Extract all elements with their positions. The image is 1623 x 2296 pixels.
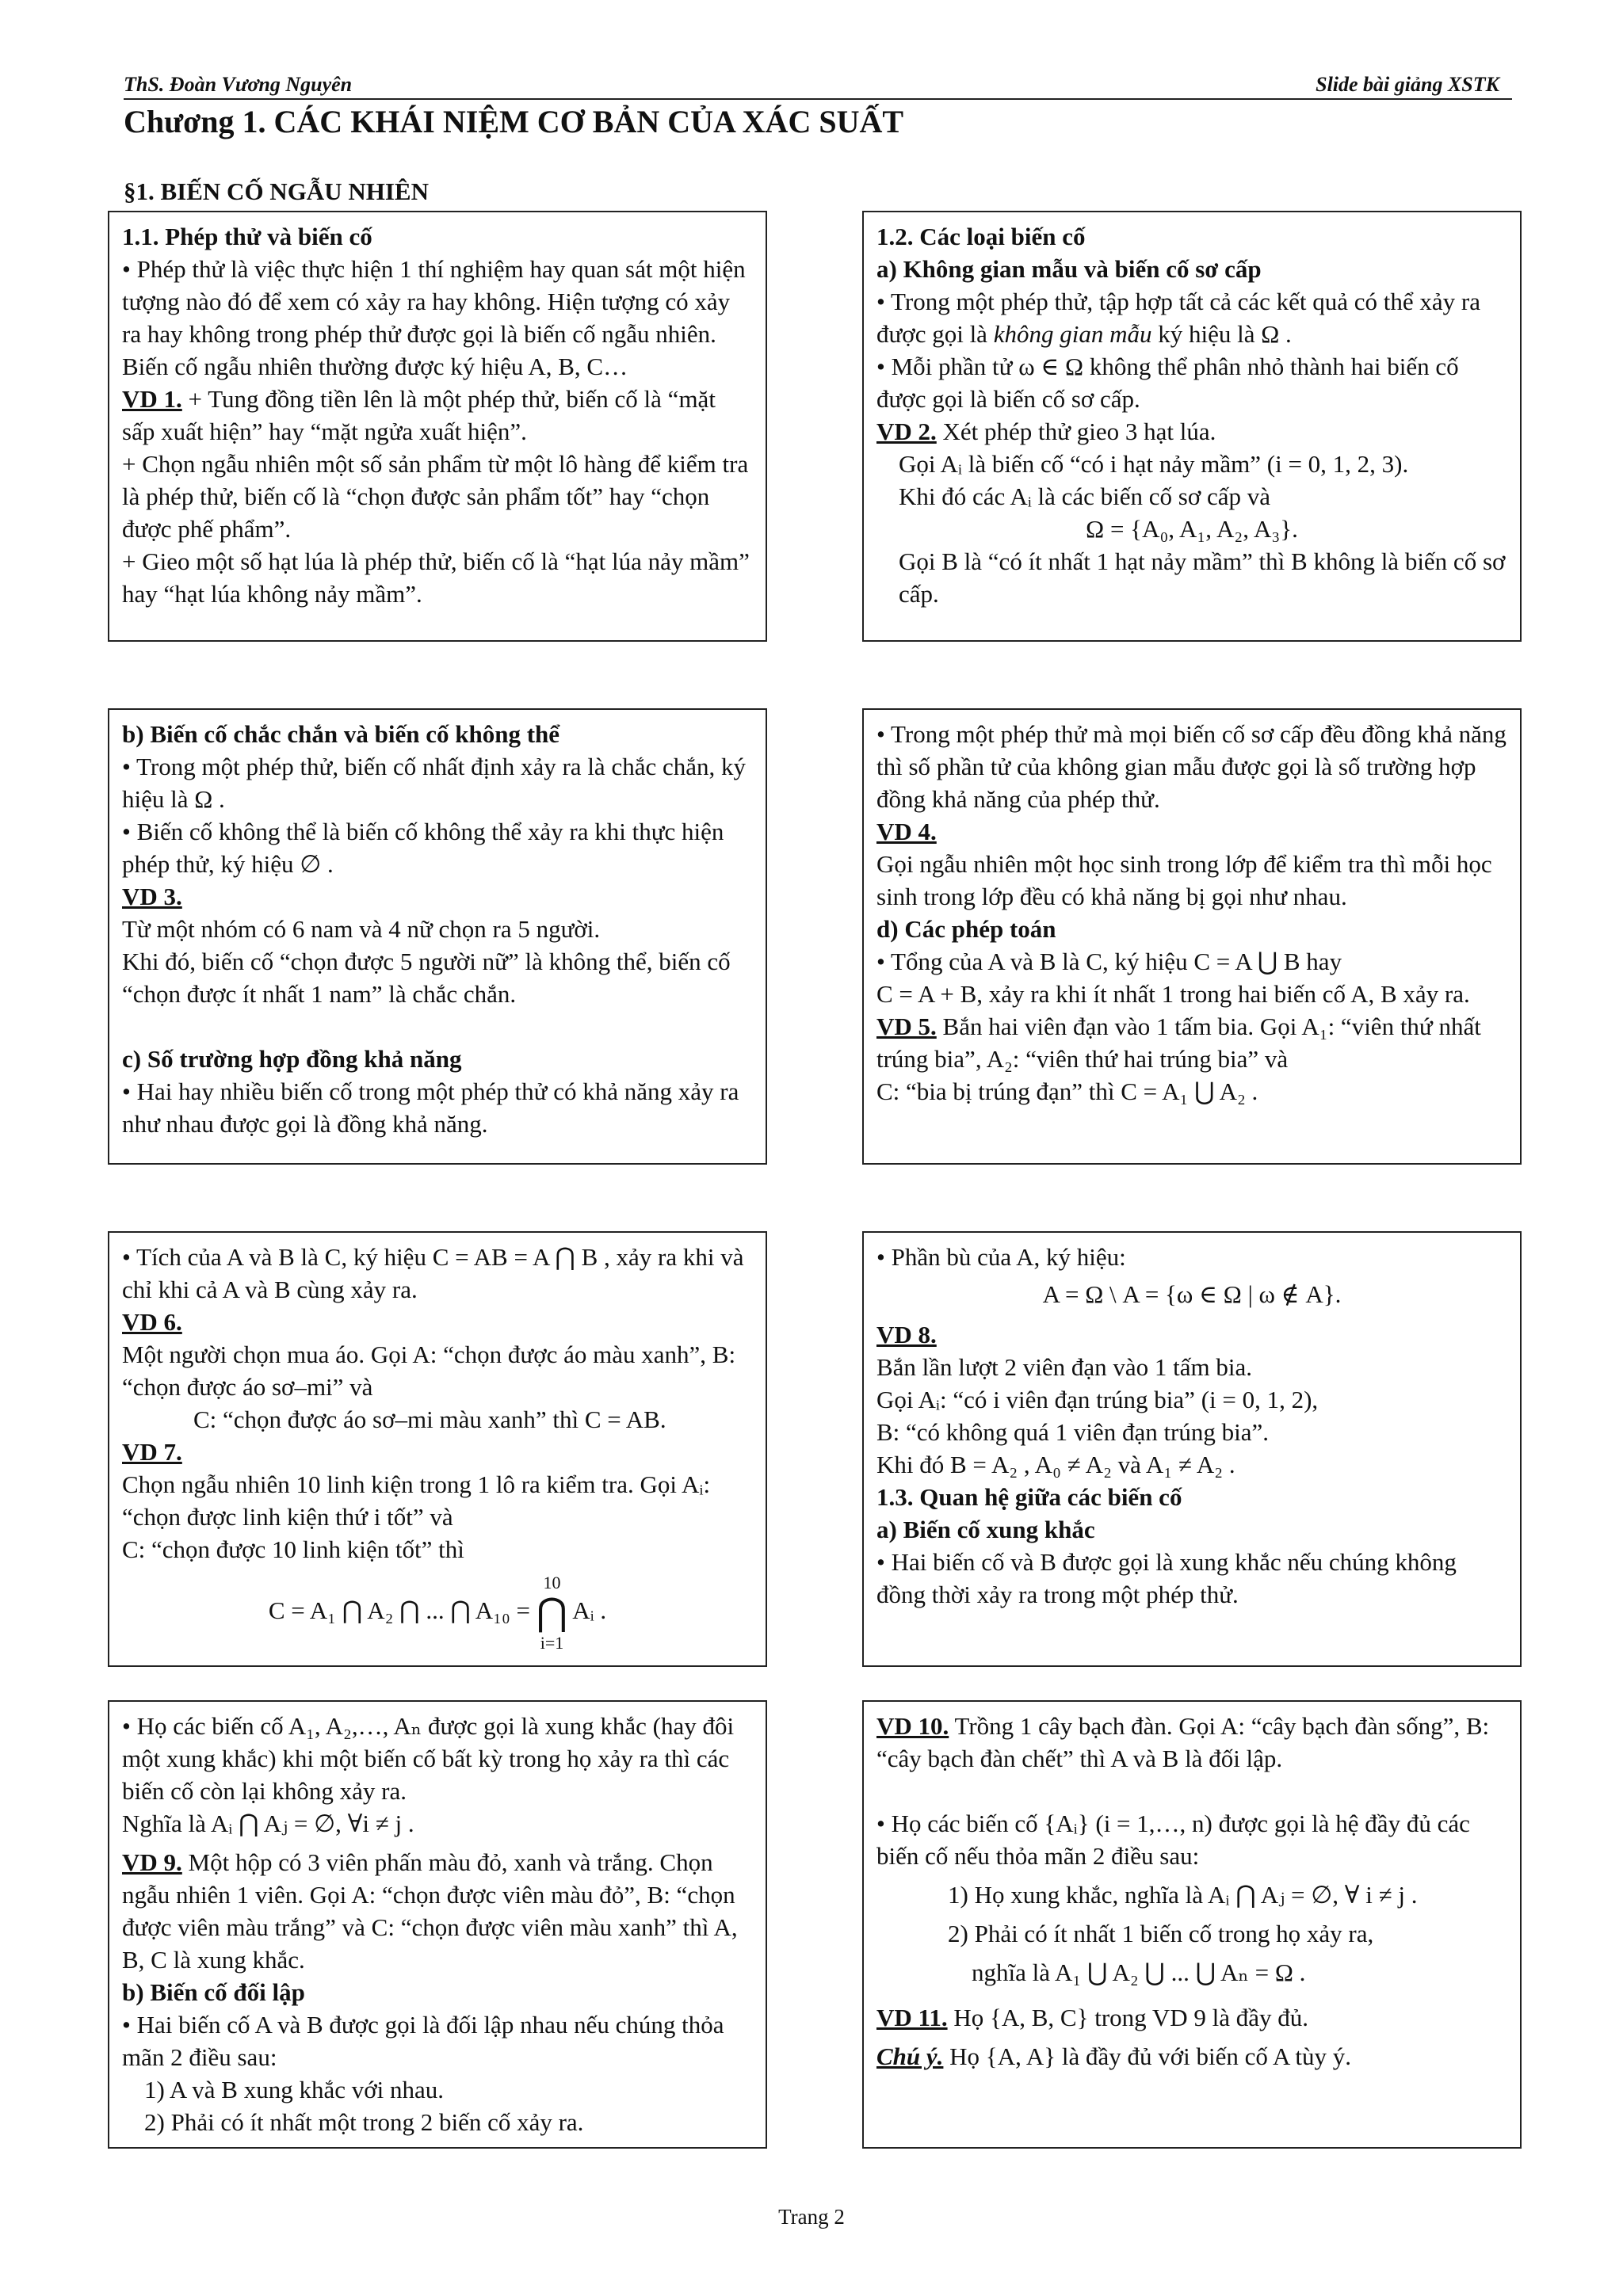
box-heading: 1.2. Các loại biến cố (876, 223, 1086, 250)
box-phep-thu (108, 211, 767, 642)
example-9 (122, 1846, 753, 1976)
paragraph: Khi đó các Aᵢ là các biến cố sơ cấp và (899, 482, 1271, 510)
chapter-title: Chương 1. CÁC KHÁI NIỆM CƠ BẢN CỦA XÁC SUẤT (124, 104, 904, 139)
paragraph: • Phép thử là việc thực hiện 1 thí nghiệm hay quan sát một hiện tượng nào đó để xem có xảy ra hay không. Hiện tượng có xảy ra hay không trong phép thử được gọi là biến cố ngẫu nhiên. (122, 255, 746, 348)
paragraph: Bắn lần lượt 2 viên đạn vào 1 tấm bia. (876, 1353, 1252, 1381)
paragraph: Gọi B là “có ít nhất 1 hạt nảy mầm” thì B không là biến cố sơ cấp. (899, 547, 1506, 608)
intersection-symbol: ⋂ (536, 1592, 568, 1634)
paragraph: B: “có không quá 1 viên đạn trúng bia”. (876, 1418, 1270, 1446)
box-xung-khac (108, 1700, 767, 2149)
paragraph: Khi đó B = A₂ , A₀ ≠ A₂ và A₁ ≠ A₂ . (876, 1451, 1235, 1478)
box-subheading: a) Không gian mẫu và biến cố sơ cấp (876, 255, 1262, 283)
example-text: Họ {A, B, C} trong VD 9 là đầy đủ. (947, 2004, 1308, 2031)
paragraph: Gọi ngẫu nhiên một học sinh trong lớp để kiểm tra thì mỗi học sinh trong lớp đều có khả năng bị gọi như nhau. (876, 850, 1492, 910)
example-text: + Tung đồng tiền lên là một phép thử, biến cố là “mặt sấp xuất hiện” hay “mặt ngửa xuất hiện”. (122, 385, 716, 445)
paragraph: C: “bia bị trúng đạn” thì C = A₁ ⋃ A₂ . (876, 1077, 1258, 1105)
paragraph: • Mỗi phần tử ω ∈ Ω không thể phân nhỏ thành hai biến cố được gọi là biến cố sơ cấp. (876, 353, 1459, 413)
paragraph: C: “chọn được 10 linh kiện tốt” thì (122, 1535, 464, 1563)
note (876, 2040, 1507, 2073)
paragraph: • Họ các biến cố {Aᵢ} (i = 1,…, n) được gọi là hệ đầy đủ các biến cố nếu thỏa mãn 2 điều sau: (876, 1810, 1470, 1870)
formula (122, 1572, 753, 1654)
paragraph: Khi đó, biến cố “chọn được 5 người nữ” là không thể, biến cố “chọn được ít nhất 1 nam” là chắc chắn. (122, 948, 731, 1008)
header-rule (124, 98, 1512, 100)
list-item: 2) Phải có ít nhất 1 biến cố trong họ xảy ra, (948, 1920, 1374, 1947)
paragraph: + Gieo một số hạt lúa là phép thử, biến cố là “hạt lúa nảy mầm” hay “hạt lúa không nảy mầm”. (122, 547, 750, 608)
list-item: nghĩa là A₁ ⋃ A₂ ⋃ ... ⋃ Aₙ = Ω . (972, 1958, 1306, 1986)
note-text: Họ {A, A} là đầy đủ với biến cố A tùy ý. (943, 2042, 1351, 2070)
box-bien-co-chac-chan (108, 708, 767, 1165)
spacer (122, 1010, 753, 1043)
lower-limit: i=1 (540, 1633, 564, 1653)
example-label: VD 4. (876, 818, 937, 845)
paragraph: Từ một nhóm có 6 nam và 4 nữ chọn ra 5 người. (122, 915, 601, 943)
paragraph: • Hai hay nhiều biến cố trong một phép thử có khả năng xảy ra như nhau được gọi là đồng khả năng. (122, 1077, 739, 1138)
example-text: Một hộp có 3 viên phấn màu đỏ, xanh và trắng. Chọn ngẫu nhiên 1 viên. Gọi A: “chọn được viên màu đỏ”, B: “chọn được viên màu trắng” và C: “chọn được viên màu xanh” thì A, B, C là xung khắc. (122, 1848, 738, 1974)
box-heading: b) Biến cố đối lập (122, 1978, 305, 2006)
paragraph: Gọi Aᵢ: “có i viên đạn trúng bia” (i = 0, 1, 2), (876, 1386, 1319, 1413)
formula: Ω = {A₀, A₁, A₂, A₃}. (1086, 515, 1298, 543)
formula-right: Aᵢ . (572, 1596, 607, 1625)
example-label: VD 7. (122, 1438, 182, 1466)
example-label: VD 6. (122, 1308, 182, 1336)
box-heading: d) Các phép toán (876, 915, 1056, 943)
paragraph: Chọn ngẫu nhiên 10 linh kiện trong 1 lô ra kiểm tra. Gọi Aᵢ: “chọn được linh kiện thứ i tốt” và (122, 1470, 711, 1531)
box-subheading: a) Biến cố xung khắc (876, 1516, 1095, 1543)
box-phan-bu (862, 1231, 1522, 1667)
list-item: 1) A và B xung khắc với nhau. (144, 2076, 445, 2103)
formula: A = Ω \ A = {ω ∈ Ω | ω ∉ A}. (1042, 1280, 1342, 1308)
term-italic: không gian mẫu (993, 320, 1152, 348)
example-text: Trồng 1 cây bạch đàn. Gọi A: “cây bạch đàn sống”, B: “cây bạch đàn chết” thì A và B là đối lập. (876, 1712, 1490, 1772)
paragraph (876, 285, 1507, 350)
example-label: VD 1. (122, 385, 182, 413)
example-label: VD 5. (876, 1013, 937, 1040)
box-he-day-du (862, 1700, 1522, 2149)
paragraph: • Hai biến cố và B được gọi là xung khắc nếu chúng không đồng thời xảy ra trong một phép thử. (876, 1548, 1457, 1608)
example-2 (876, 415, 1507, 448)
paragraph: + Chọn ngẫu nhiên một số sản phẩm từ một lô hàng để kiểm tra là phép thử, biến cố là “chọn được sản phẩm tốt” hay “chọn được phế phẩm”. (122, 450, 749, 543)
example-5 (876, 1010, 1507, 1075)
upper-limit: 10 (543, 1573, 561, 1592)
text-span: ký hiệu là Ω . (1151, 320, 1292, 348)
box-cac-loai-bien-co (862, 211, 1522, 642)
list-item: 2) Phải có ít nhất một trong 2 biến cố xảy ra. (144, 2108, 584, 2136)
section-title: §1. BIẾN CỐ NGẪU NHIÊN (124, 177, 429, 205)
paragraph: • Họ các biến cố A₁, A₂,…, Aₙ được gọi là xung khắc (hay đôi một xung khắc) khi một biến cố bất kỳ trong họ xảy ra thì các biến cố còn lại không xảy ra. (122, 1712, 735, 1805)
paragraph: • Trong một phép thử mà mọi biến cố sơ cấp đều đồng khả năng thì số phần tử của không gian mẫu được gọi là số trường hợp đồng khả năng của phép thử. (876, 720, 1507, 813)
paragraph: Biến cố ngẫu nhiên thường được ký hiệu A, B, C… (122, 353, 628, 380)
example-label: VD 2. (876, 418, 937, 445)
example-text: Bắn hai viên đạn vào 1 tấm bia. Gọi A₁: “viên thứ nhất trúng bia”, A₂: “viên thứ hai trúng bia” và (876, 1013, 1481, 1073)
paragraph: • Phần bù của A, ký hiệu: (876, 1243, 1126, 1271)
example-label: VD 10. (876, 1712, 949, 1740)
example-label: VD 3. (122, 883, 182, 910)
header-course: Slide bài giảng XSTK (1316, 73, 1499, 96)
example-label: VD 9. (122, 1848, 182, 1876)
formula-left: C = A₁ ⋂ A₂ ⋂ ... ⋂ A₁₀ = (268, 1596, 531, 1625)
list-item: 1) Họ xung khắc, nghĩa là Aᵢ ⋂ Aⱼ = ∅, ∀ i ≠ j . (948, 1881, 1418, 1909)
box-heading: c) Số trường hợp đồng khả năng (122, 1045, 462, 1073)
page-number: Trang 2 (778, 2205, 845, 2229)
example-10 (876, 1710, 1507, 1775)
example-label: VD 11. (876, 2004, 948, 2031)
box-cac-phep-toan (862, 708, 1522, 1165)
paragraph: • Tổng của A và B là C, ký hiệu C = A ⋃ B hay (876, 948, 1342, 975)
header-author: ThS. Đoàn Vương Nguyên (124, 73, 353, 96)
paragraph: C = A + B, xảy ra khi ít nhất 1 trong hai biến cố A, B xảy ra. (876, 980, 1470, 1008)
paragraph: • Tích của A và B là C, ký hiệu C = AB = A ⋂ B , xảy ra khi và chỉ khi cả A và B cùng xảy ra. (122, 1243, 744, 1303)
example-1 (122, 383, 753, 448)
box-tich-bien-co (108, 1231, 767, 1667)
box-heading: b) Biến cố chắc chắn và biến cố không thể (122, 720, 560, 748)
box-heading: 1.1. Phép thử và biến cố (122, 223, 372, 250)
paragraph: • Hai biến cố A và B được gọi là đối lập nhau nếu chúng thỏa mãn 2 điều sau: (122, 2011, 724, 2071)
example-label: VD 8. (876, 1321, 937, 1348)
box-heading: 1.3. Quan hệ giữa các biến cố (876, 1483, 1182, 1511)
big-intersection (537, 1572, 567, 1654)
paragraph: • Trong một phép thử, biến cố nhất định xảy ra là chắc chắn, ký hiệu là Ω . (122, 753, 746, 813)
spacer (876, 1775, 1507, 1807)
paragraph: Nghĩa là Aᵢ ⋂ Aⱼ = ∅, ∀i ≠ j . (122, 1810, 414, 1837)
paragraph: C: “chọn được áo sơ–mi màu xanh” thì C = AB. (193, 1405, 666, 1433)
paragraph: Một người chọn mua áo. Gọi A: “chọn được áo màu xanh”, B: “chọn được áo sơ–mi” và (122, 1341, 736, 1401)
paragraph: • Biến cố không thể là biến cố không thể xảy ra khi thực hiện phép thử, ký hiệu ∅ . (122, 818, 724, 878)
text-span: • Trong một phép thử, tập hợp tất cả các kết quả có thể xảy ra được gọi là (876, 288, 1481, 348)
example-text: Xét phép thử gieo 3 hạt lúa. (936, 418, 1216, 445)
note-label: Chú ý. (876, 2042, 944, 2070)
paragraph: Gọi Aᵢ là biến cố “có i hạt nảy mầm” (i = 0, 1, 2, 3). (899, 450, 1409, 478)
example-11 (876, 2001, 1507, 2034)
